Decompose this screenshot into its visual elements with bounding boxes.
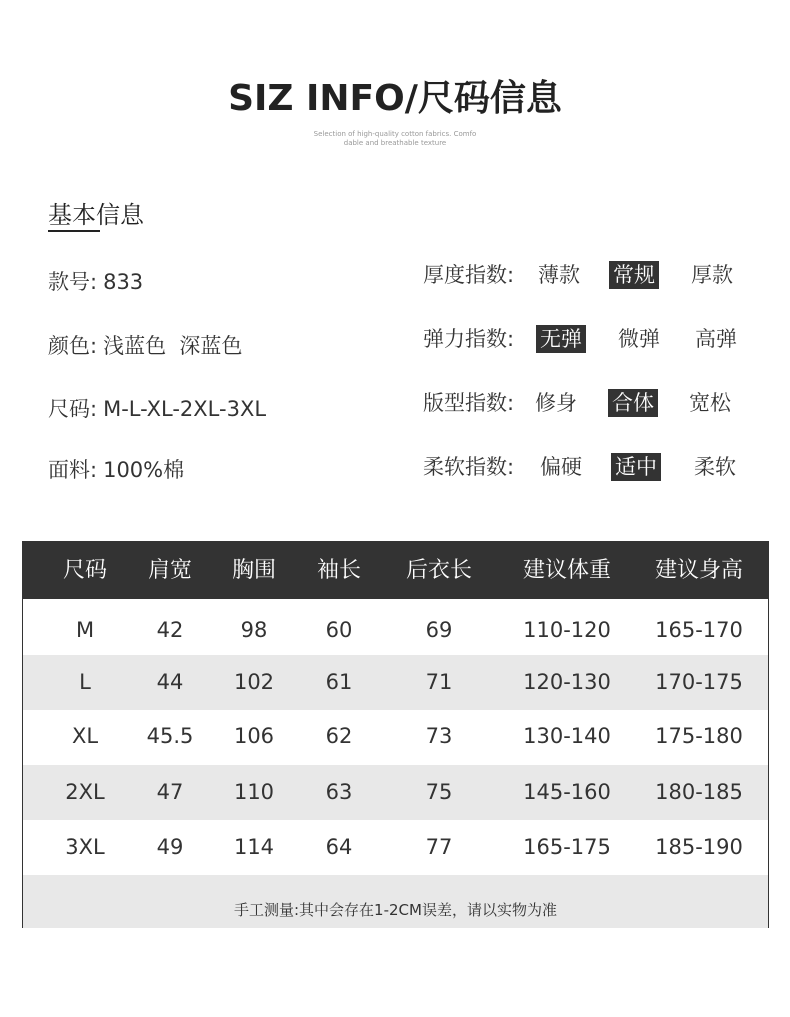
cell-size: 3XL <box>65 835 105 859</box>
cell-back-length: 73 <box>425 724 453 748</box>
size-label: 尺码: <box>48 397 98 421</box>
cell-weight: 120-130 <box>523 670 611 694</box>
page-subtitle <box>295 130 495 148</box>
cell-size: M <box>75 618 95 642</box>
subtitle-line-2: dable and breathable texture <box>343 139 447 147</box>
table-row <box>23 765 768 820</box>
cell-sleeve: 63 <box>325 780 353 804</box>
fit-index-label: 版型指数: <box>423 391 515 415</box>
cell-sleeve: 61 <box>325 670 353 694</box>
style-number-value: 833 <box>103 270 144 294</box>
fit-option-regular: 合体 <box>608 389 658 417</box>
subtitle-line-1: Selection of high-quality cotton fabrics. Comfo <box>313 130 477 138</box>
header-shoulder: 肩宽 <box>147 558 192 583</box>
basic-info-heading: 基本信息 <box>48 201 144 229</box>
thickness-option-thin: 薄款 <box>538 263 580 287</box>
cell-back-length: 71 <box>425 670 453 694</box>
table-row <box>23 820 768 875</box>
cell-back-length: 75 <box>425 780 453 804</box>
size-row <box>48 393 266 423</box>
color-row <box>48 330 242 360</box>
size-table <box>22 541 769 928</box>
cell-chest: 110 <box>233 780 275 804</box>
header-height: 建议身高 <box>654 558 743 583</box>
thickness-index-label: 厚度指数: <box>423 263 515 287</box>
elasticity-option-slight: 微弹 <box>618 327 660 351</box>
cell-shoulder: 42 <box>156 618 184 642</box>
fit-option-slim: 修身 <box>535 391 577 415</box>
header-back-length: 后衣长 <box>405 558 472 583</box>
elasticity-option-none: 无弹 <box>536 325 586 353</box>
table-row <box>23 655 768 710</box>
fabric-row <box>48 454 184 484</box>
cell-weight: 145-160 <box>523 780 611 804</box>
cell-sleeve: 62 <box>325 724 353 748</box>
cell-shoulder: 49 <box>156 835 184 859</box>
softness-option-stiff: 偏硬 <box>540 455 582 479</box>
cell-weight: 130-140 <box>523 724 611 748</box>
style-number-row <box>48 266 143 296</box>
cell-chest: 102 <box>233 670 275 694</box>
style-number-label: 款号: <box>48 270 98 294</box>
cell-size: XL <box>71 724 99 748</box>
header-weight: 建议体重 <box>522 558 611 583</box>
header-chest: 胸围 <box>231 558 276 583</box>
thickness-option-thick: 厚款 <box>691 263 733 287</box>
page-title: SIZ INFO/尺码信息 <box>228 78 562 119</box>
cell-chest: 98 <box>240 618 268 642</box>
header-sleeve: 袖长 <box>316 558 361 583</box>
cell-height: 180-185 <box>655 780 743 804</box>
softness-option-medium: 适中 <box>611 453 661 481</box>
table-row <box>23 603 768 658</box>
heading-underline <box>48 230 100 232</box>
cell-height: 175-180 <box>655 724 743 748</box>
softness-index-label: 柔软指数: <box>423 455 515 479</box>
cell-weight: 110-120 <box>523 618 611 642</box>
cell-height: 165-170 <box>655 618 743 642</box>
cell-back-length: 77 <box>425 835 453 859</box>
cell-height: 170-175 <box>655 670 743 694</box>
cell-shoulder: 47 <box>156 780 184 804</box>
cell-sleeve: 64 <box>325 835 353 859</box>
cell-chest: 106 <box>233 724 275 748</box>
thickness-option-regular: 常规 <box>609 261 659 289</box>
elasticity-option-high: 高弹 <box>695 327 737 351</box>
elasticity-index-label: 弹力指数: <box>423 327 515 351</box>
table-header <box>23 542 768 599</box>
fabric-label: 面料: <box>48 458 98 482</box>
header-size: 尺码 <box>62 558 107 583</box>
color-value: 浅蓝色 深蓝色 <box>103 334 243 358</box>
color-label: 颜色: <box>48 334 98 358</box>
cell-height: 185-190 <box>655 835 743 859</box>
cell-sleeve: 60 <box>325 618 353 642</box>
softness-option-soft: 柔软 <box>694 455 736 479</box>
cell-size: L <box>79 670 91 694</box>
cell-chest: 114 <box>233 835 275 859</box>
fit-option-loose: 宽松 <box>689 391 731 415</box>
cell-weight: 165-175 <box>523 835 611 859</box>
cell-shoulder: 44 <box>156 670 184 694</box>
cell-size: 2XL <box>65 780 105 804</box>
cell-shoulder: 45.5 <box>146 724 194 748</box>
cell-back-length: 69 <box>425 618 453 642</box>
size-value: M-L-XL-2XL-3XL <box>103 397 267 421</box>
fabric-value: 100%棉 <box>103 458 185 482</box>
table-row <box>23 709 768 764</box>
measurement-footnote: 手工测量:其中会存在1-2CM误差，请以实物为准 <box>23 875 768 928</box>
